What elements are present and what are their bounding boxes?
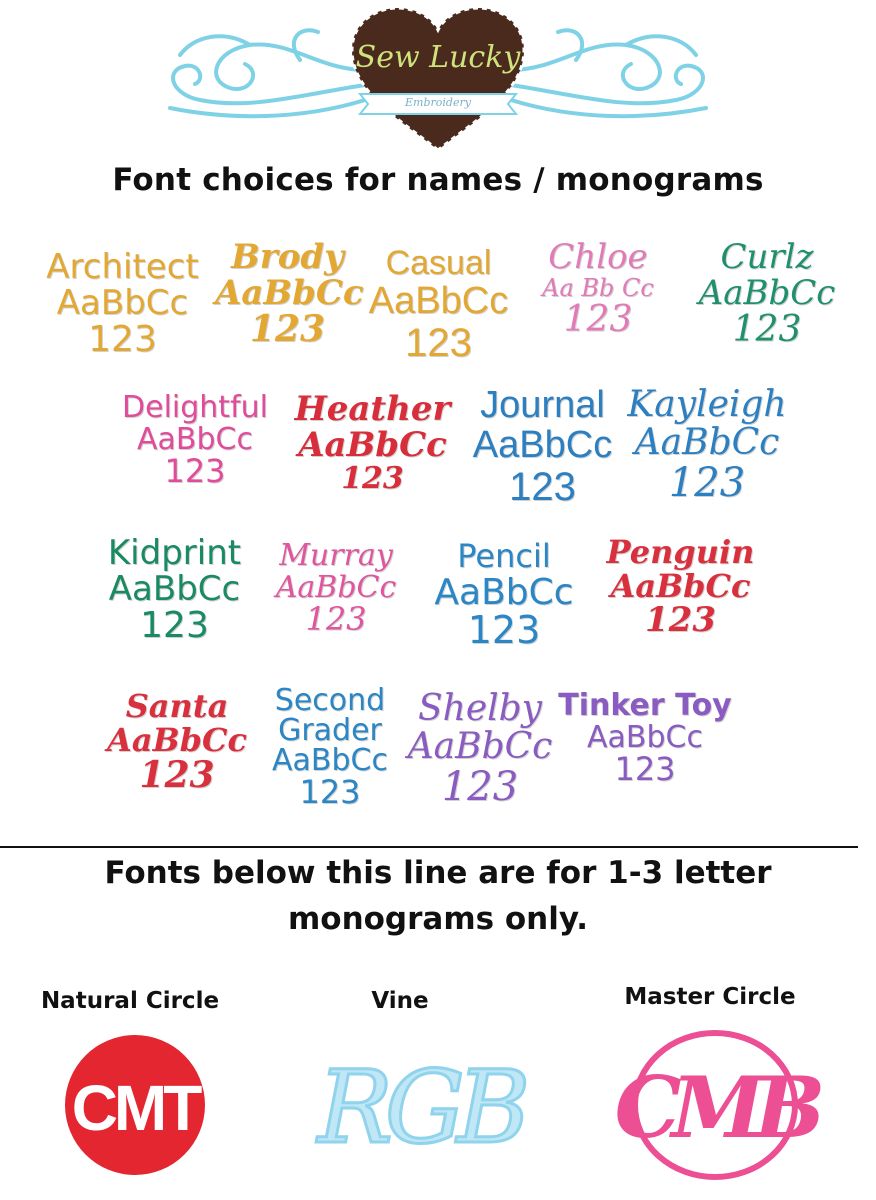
font-name: Heather	[294, 389, 451, 429]
font-name: Murray	[279, 538, 393, 573]
master-circle-emblem	[614, 1025, 816, 1185]
font-name: Kidprint	[107, 533, 242, 573]
natural-circle-emblem	[60, 1030, 210, 1180]
font-number-sample: 123	[668, 459, 746, 506]
font-number-sample: 123	[405, 320, 472, 365]
font-sample-kidprint	[92, 533, 257, 647]
font-alphabet-sample: AaBbCc	[368, 279, 509, 322]
font-alphabet-sample: AaBbCc	[407, 725, 553, 767]
font-number-sample: 123	[563, 298, 633, 340]
sew-lucky-logo	[0, 0, 876, 160]
font-sample-murray	[256, 540, 416, 637]
font-alphabet-sample: AaBbCc	[610, 566, 751, 605]
monogram-label-natural-circle: Natural Circle	[40, 988, 220, 1014]
font-number-sample: 123	[732, 309, 802, 351]
font-sample-brody	[215, 237, 364, 351]
font-name: Delightful	[122, 390, 268, 425]
font-sample-shelby	[405, 690, 555, 808]
divider-line	[0, 846, 858, 848]
font-alphabet-sample: AaBbCc	[434, 571, 574, 613]
font-alphabet-sample: AaBbCc	[698, 272, 836, 313]
monogram-master-circle	[614, 1025, 816, 1185]
font-number-sample: 123	[305, 600, 367, 638]
font-sample-santa	[92, 687, 262, 797]
monogram-natural-circle	[60, 1030, 210, 1180]
font-name: Second Grader	[274, 683, 386, 748]
font-number-sample: 123	[509, 464, 576, 509]
monogram-vine	[305, 1030, 535, 1180]
font-number-sample: 123	[249, 308, 326, 351]
font-sample-chloe	[528, 237, 668, 340]
font-name: Tinker Toy	[558, 688, 732, 723]
font-alphabet-sample: AaBbCc	[634, 421, 780, 463]
font-name: Shelby	[417, 688, 543, 729]
monogram-label-master-circle: Master Circle	[624, 984, 796, 1010]
monogram-label-vine: Vine	[371, 988, 429, 1014]
monogram-notice-line-2: monograms only.	[287, 901, 589, 937]
font-name: Santa	[125, 687, 229, 725]
heart-logo-icon	[0, 0, 876, 160]
font-alphabet-sample: AaBbCc	[56, 282, 189, 323]
logo-brand-text: Sew Lucky	[355, 40, 521, 75]
font-number-sample: 123	[299, 773, 361, 811]
font-sample-second-grader	[255, 683, 405, 811]
font-sample-pencil	[418, 537, 590, 653]
font-name: Journal	[480, 384, 605, 426]
font-sample-architect	[30, 247, 215, 361]
font-number-sample: 123	[467, 608, 541, 653]
page-title: Font choices for names / monograms	[112, 162, 764, 198]
master-circle-letters: CMB	[614, 1058, 816, 1157]
font-sample-kayleigh	[622, 386, 792, 504]
natural-circle-letters: CMT	[71, 1072, 199, 1144]
font-alphabet-sample: AaBbCc	[587, 719, 703, 755]
font-number-sample: 123	[164, 452, 226, 490]
font-number-sample: 123	[140, 605, 209, 647]
font-sample-curlz	[688, 237, 846, 351]
font-number-sample: 123	[341, 461, 404, 497]
font-sample-delightful	[105, 392, 285, 489]
font-name: Curlz	[720, 237, 814, 277]
font-name: Architect	[46, 247, 199, 287]
monogram-notice	[0, 850, 876, 942]
font-name: Casual	[385, 244, 492, 282]
monogram-notice-line-1: Fonts below this line are for 1-3 letter	[104, 855, 772, 891]
font-sample-journal	[460, 386, 625, 508]
font-alphabet-sample: AaBbCc	[108, 568, 241, 609]
font-alphabet-sample: AaBbCc	[272, 743, 388, 778]
font-number-sample: 123	[645, 600, 716, 641]
font-alphabet-sample: AaBbCc	[298, 424, 447, 465]
font-sample-heather	[285, 389, 460, 497]
font-name: Penguin	[606, 533, 755, 571]
font-alphabet-sample: Aa Bb Cc	[542, 273, 654, 302]
font-alphabet-sample: AaBbCc	[107, 720, 247, 759]
logo-subtitle-text: Embroidery	[405, 96, 471, 109]
font-alphabet-sample: AaBbCc	[275, 569, 397, 605]
font-name: Chloe	[548, 237, 648, 277]
font-number-sample: 123	[441, 763, 519, 810]
vine-emblem	[305, 1030, 535, 1180]
font-sample-penguin	[598, 533, 763, 641]
font-number-sample: 123	[88, 319, 157, 361]
font-alphabet-sample: AaBbCc	[137, 421, 253, 457]
font-name: Pencil	[457, 537, 551, 575]
font-alphabet-sample: AaBbCc	[215, 272, 364, 313]
font-sample-casual	[356, 246, 521, 364]
font-number-sample: 123	[614, 750, 676, 788]
font-alphabet-sample: AaBbCc	[472, 423, 613, 466]
font-number-sample: 123	[139, 754, 215, 797]
vine-letters: RGB	[317, 1049, 523, 1166]
font-name: Kayleigh	[627, 384, 787, 425]
font-sample-tinker-toy	[555, 690, 735, 787]
font-name: Brody	[231, 237, 344, 277]
